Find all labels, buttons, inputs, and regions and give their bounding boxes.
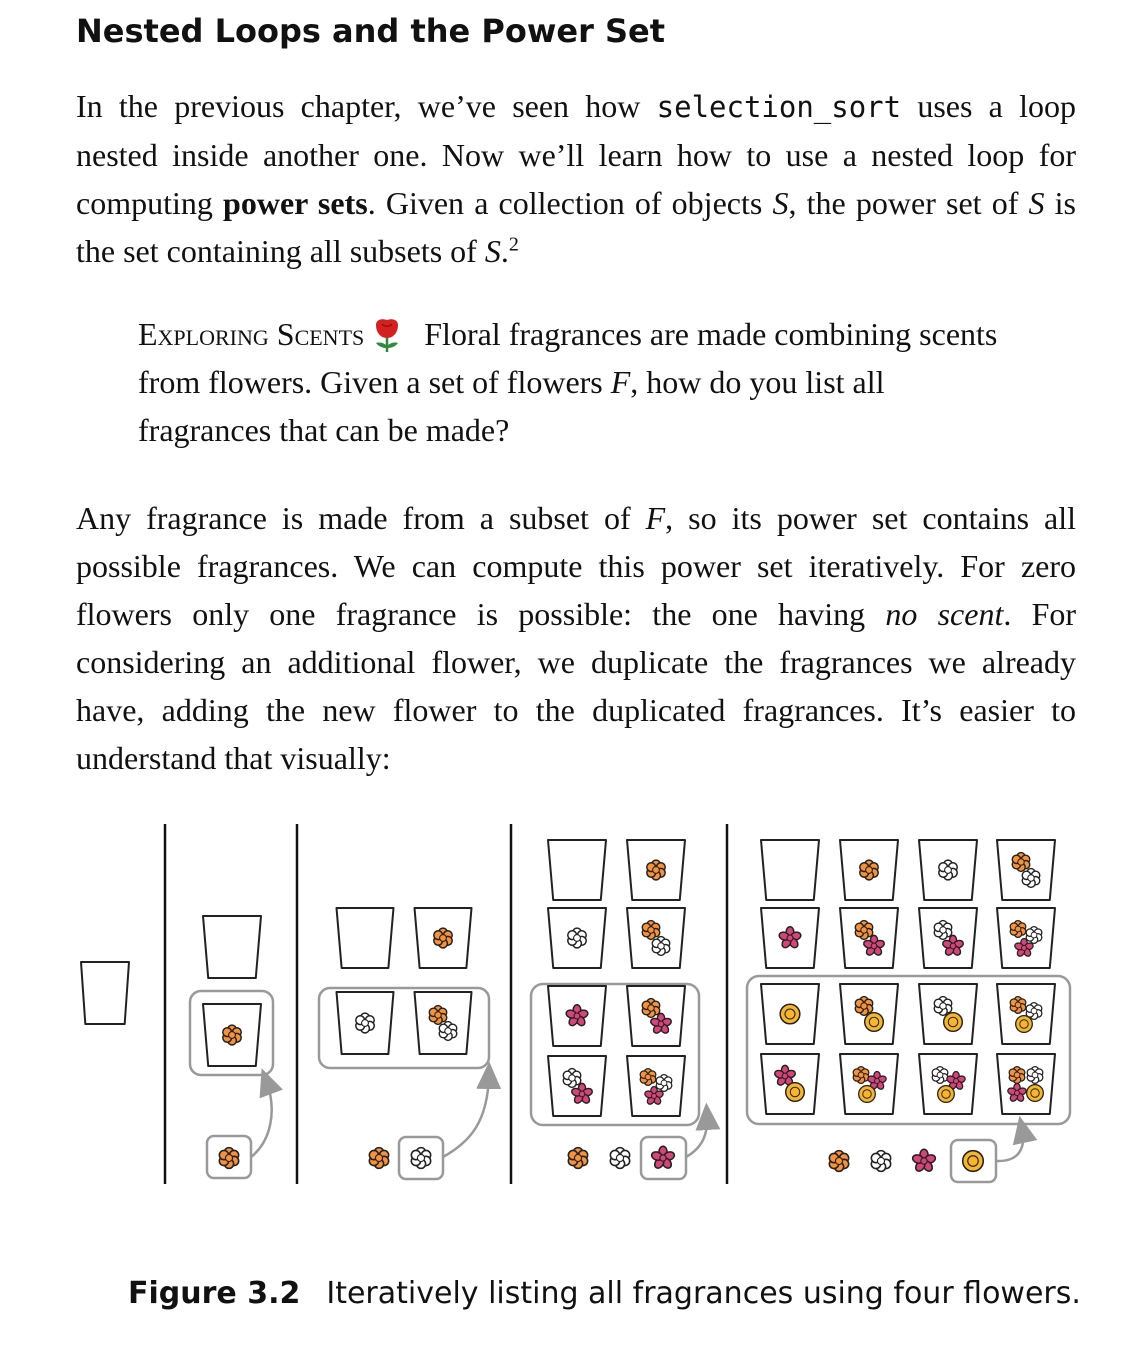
orange-flower-icon bbox=[853, 1067, 869, 1084]
orange-flower-icon bbox=[568, 1148, 587, 1169]
yellow-flower-icon bbox=[859, 1086, 876, 1103]
orange-flower-icon bbox=[855, 997, 872, 1016]
white-flower-icon bbox=[411, 1148, 430, 1169]
rose-icon bbox=[372, 317, 402, 353]
fragrance-pot bbox=[627, 986, 685, 1046]
orange-flower-icon bbox=[860, 860, 878, 880]
fragrance-pot bbox=[840, 908, 898, 968]
term-power-sets: power sets bbox=[223, 185, 368, 221]
orange-flower-icon bbox=[223, 1025, 241, 1045]
orange-flower-icon bbox=[642, 921, 659, 940]
white-flower-icon bbox=[934, 921, 951, 940]
fragrance-pot bbox=[415, 992, 472, 1054]
orange-flower-icon bbox=[429, 1006, 446, 1025]
orange-flower-icon bbox=[219, 1148, 238, 1169]
white-flower-icon bbox=[439, 1022, 456, 1041]
yellow-flower-icon bbox=[786, 1083, 805, 1102]
white-flower-icon bbox=[934, 997, 951, 1016]
white-flower-icon bbox=[563, 1069, 580, 1088]
yellow-flower-icon bbox=[944, 1013, 963, 1032]
intro-paragraph: In the previous chapter, we’ve seen how selection_sort uses a loop nested inside another one. Now we’ll learn how to use a nested loop for computing power sets. Given a collection of objects S, the power set of S is the set containing all subsets of S.$^2$ bbox=[76, 88, 1077, 269]
exploring-scents-box: Exploring Scents Floral fragrances are made combining scents from flowers. Given a set of flowers F, how do you list all fragrances that can be made? bbox=[138, 316, 998, 448]
fragrance-pot bbox=[81, 962, 129, 1024]
orange-flower-icon bbox=[647, 860, 665, 880]
white-flower-icon bbox=[871, 1151, 890, 1172]
yellow-flower-icon bbox=[1027, 1085, 1044, 1102]
yellow-flower-icon bbox=[865, 1013, 884, 1032]
fragrance-pot bbox=[840, 1054, 898, 1114]
white-flower-icon bbox=[610, 1148, 629, 1169]
yellow-flower-icon bbox=[963, 1151, 984, 1172]
fragrance-pot bbox=[627, 908, 685, 968]
fragrance-pot bbox=[997, 1054, 1055, 1114]
figure-caption bbox=[128, 1276, 1081, 1311]
box-title: Exploring Scents bbox=[138, 316, 365, 352]
explanation-paragraph: Any fragrance is made from a subset of F, so its power set contains all possible fragrances. We can compute this power set iteratively. For zero flowers only one fragrance is possible: the one having no scent. For considering an additional flower, we duplicate the fragrances we already have, adding the new flower to the duplicated fragrances. It’s easier to understand that visually: bbox=[76, 500, 1077, 776]
white-flower-icon bbox=[568, 928, 586, 948]
fragrance-pot bbox=[548, 1056, 606, 1116]
orange-flower-icon bbox=[1009, 1067, 1025, 1084]
white-flower-icon bbox=[1026, 927, 1042, 944]
white-flower-icon bbox=[1022, 869, 1039, 888]
no-scent-emphasis: no scent bbox=[885, 596, 1004, 632]
orange-flower-icon bbox=[642, 999, 659, 1018]
caption-text: Iteratively listing all fragrances using four flowers. bbox=[326, 1276, 1081, 1311]
orange-flower-icon bbox=[369, 1148, 388, 1169]
white-flower-icon bbox=[939, 860, 957, 880]
fragrance-pot bbox=[919, 908, 977, 968]
orange-flower-icon bbox=[855, 921, 872, 940]
fragrance-pot bbox=[919, 1054, 977, 1114]
white-flower-icon bbox=[356, 1013, 374, 1033]
fragrance-pot bbox=[337, 908, 394, 968]
white-flower-icon bbox=[932, 1067, 948, 1084]
power-set-figure bbox=[0, 812, 1129, 1212]
fragrance-pot bbox=[997, 840, 1055, 900]
white-flower-icon bbox=[656, 1075, 672, 1092]
white-flower-icon bbox=[652, 937, 669, 956]
caption-label: Figure 3.2 bbox=[128, 1276, 301, 1311]
orange-flower-icon bbox=[1010, 997, 1026, 1014]
orange-flower-icon bbox=[434, 928, 452, 948]
white-flower-icon bbox=[1027, 1067, 1043, 1084]
fragrance-pot bbox=[761, 840, 819, 900]
orange-flower-icon bbox=[829, 1151, 848, 1172]
pink-flower-icon bbox=[651, 1146, 676, 1170]
yellow-flower-icon bbox=[938, 1086, 955, 1103]
code-selection-sort: selection_sort bbox=[656, 90, 902, 124]
yellow-flower-icon bbox=[1016, 1016, 1033, 1033]
section-heading: Nested Loops and the Power Set bbox=[76, 12, 666, 50]
orange-flower-icon bbox=[640, 1069, 656, 1086]
fragrance-pot bbox=[203, 916, 261, 978]
fragrance-pot bbox=[548, 840, 606, 900]
orange-flower-icon bbox=[1012, 853, 1029, 872]
pink-flower-icon bbox=[912, 1149, 937, 1173]
footnote-marker: 2 bbox=[508, 233, 519, 256]
orange-flower-icon bbox=[1010, 921, 1026, 938]
yellow-flower-icon bbox=[780, 1004, 800, 1024]
